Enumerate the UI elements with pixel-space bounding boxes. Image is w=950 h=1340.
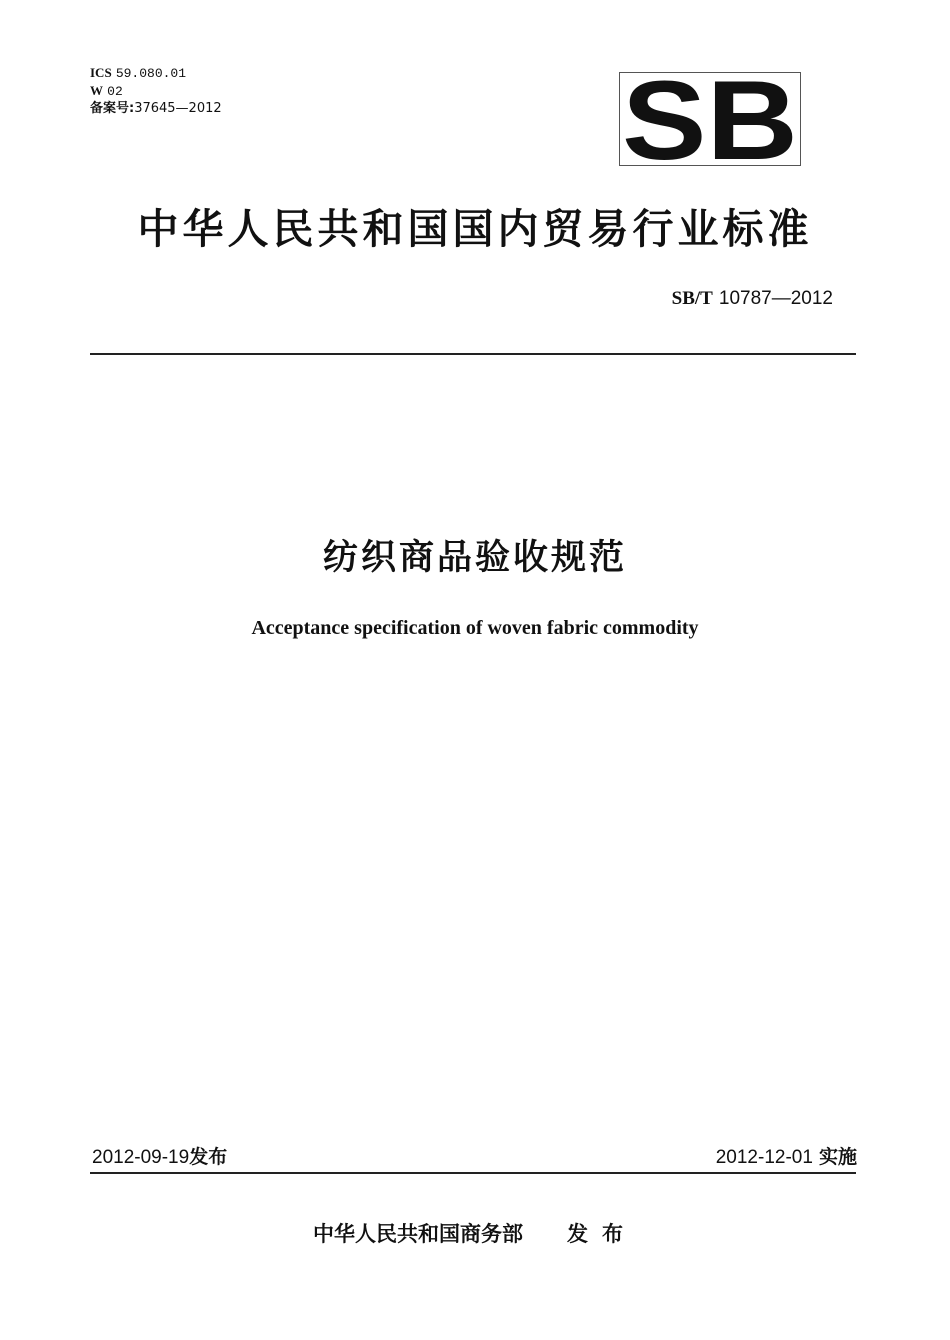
standard-number-value: 10787—2012 — [718, 288, 833, 309]
sb-logo — [619, 72, 801, 166]
publisher-name: 中华人民共和国商务部 — [313, 1222, 523, 1246]
sb-logo-text: SB — [622, 73, 798, 165]
publisher-action: 发布 — [567, 1222, 637, 1246]
standard-number-prefix: SB/T — [671, 288, 713, 309]
top-divider — [90, 353, 856, 355]
ccs-code: 02 — [107, 84, 123, 99]
ccs-line — [90, 82, 222, 100]
ccs-label: W — [90, 83, 103, 98]
record-label: 备案号: — [90, 101, 135, 116]
standard-number — [672, 287, 833, 310]
publish-word: 发布 — [189, 1146, 228, 1168]
ics-label: ICS — [90, 65, 112, 80]
publish-date-value: 2012-09-19 — [92, 1147, 190, 1168]
publish-date — [92, 1142, 227, 1169]
implement-date — [716, 1142, 857, 1169]
classification-block — [90, 64, 222, 117]
record-line — [90, 100, 222, 117]
record-number: 37645—2012 — [134, 101, 222, 116]
sb-logo-mark — [620, 73, 800, 165]
document-title-cn: 纺织商品验收规范 — [322, 538, 627, 578]
implement-date-value: 2012-12-01 — [715, 1147, 813, 1168]
publisher-line — [0, 1218, 950, 1248]
implement-word: 实施 — [818, 1146, 857, 1168]
ics-line — [90, 64, 222, 82]
standard-category-title: 中华人民共和国国内贸易行业标准 — [137, 205, 813, 253]
ics-code: 59.080.01 — [115, 66, 187, 81]
document-title-en: Acceptance specification of woven fabric commodity — [251, 617, 699, 639]
bottom-divider — [90, 1172, 856, 1174]
